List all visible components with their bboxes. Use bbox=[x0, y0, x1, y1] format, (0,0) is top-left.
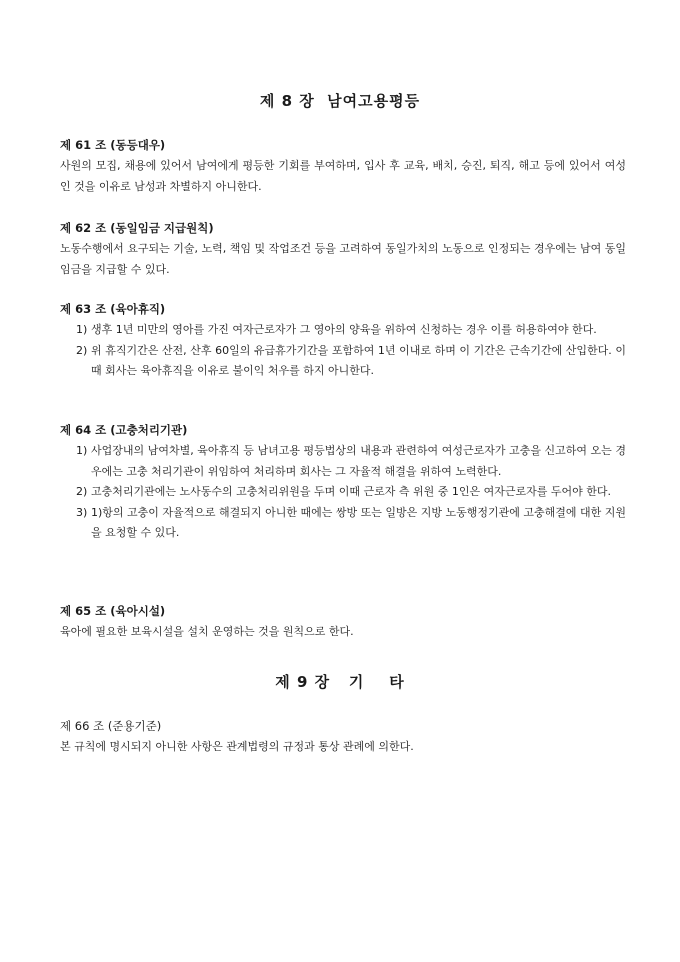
article-64-heading: 제 64 조 (고충처리기관) bbox=[60, 423, 188, 437]
list-item bbox=[60, 441, 626, 482]
item-text: 위 휴직기간은 산전, 산후 60일의 유급휴가기간을 포함하여 1년 이내로 하며 이 기간은 근속기간에 산입한다. 이때 회사는 육아휴직을 이유로 불이익 처우를 하지 아니한다. bbox=[91, 343, 626, 377]
item-number: 1) bbox=[76, 444, 88, 457]
article-63 bbox=[60, 301, 626, 382]
article-61-body: 사원의 모집, 채용에 있어서 남여에게 평등한 기회를 부여하며, 입사 후 교육, 배치, 승진, 퇴직, 해고 등에 있어서 여성인 것을 이유로 남성과 차별하지 아니한다. bbox=[60, 159, 626, 193]
list-item bbox=[60, 341, 626, 382]
list-item bbox=[60, 320, 626, 341]
item-text: 1)항의 고충이 자율적으로 해결되지 아니한 때에는 쌍방 또는 일방은 지방 노동행정기관에 고충해결에 대한 지원을 요청할 수 있다. bbox=[91, 505, 626, 539]
item-number: 2) bbox=[76, 343, 88, 357]
chapter-9-title: 제 9 장 기 타 bbox=[275, 673, 405, 691]
article-66-heading: 제 66 조 (준용기준) bbox=[60, 719, 162, 733]
article-65-heading: 제 65 조 (육아시설) bbox=[60, 604, 166, 618]
article-62 bbox=[60, 220, 626, 280]
article-62-heading: 제 62 조 (동일임금 지급원칙) bbox=[60, 221, 214, 235]
list-item bbox=[60, 482, 626, 503]
article-62-body: 노동수행에서 요구되는 기술, 노력, 책임 및 작업조건 등을 고려하여 동일가치의 노동으로 인정되는 경우에는 남여 동일임금을 지급할 수 있다. bbox=[60, 242, 626, 276]
article-65-body: 육아에 필요한 보육시설을 설치 운영하는 것을 원칙으로 한다. bbox=[60, 625, 354, 638]
item-text: 고충처리기관에는 노사동수의 고충처리위원을 두며 이때 근로자 측 위원 중 1인은 여자근로자를 두어야 한다. bbox=[91, 485, 611, 498]
item-text: 생후 1년 미만의 영아를 가진 여자근로자가 그 영아의 양육을 위하여 신청하는 경우 이를 허용하여야 한다. bbox=[91, 323, 597, 336]
chapter-8-title: 제 8 장 남여고용평등 bbox=[259, 92, 421, 110]
article-61-heading: 제 61 조 (동등대우) bbox=[60, 138, 166, 152]
article-61 bbox=[60, 137, 626, 197]
article-66 bbox=[60, 718, 626, 758]
item-number: 2) bbox=[76, 485, 88, 498]
item-text: 사업장내의 남여차별, 육아휴직 등 남녀고용 평등법상의 내용과 관련하여 여성근로자가 고충을 신고하여 오는 경우에는 고충 처리기관이 위임하여 처리하며 회사는 그 자율적 해결을 위하여 노력한다. bbox=[91, 444, 626, 478]
article-64 bbox=[60, 422, 626, 544]
article-66-body: 본 규칙에 명시되지 아니한 사항은 관계법령의 규정과 통상 관례에 의한다. bbox=[60, 740, 414, 753]
article-64-list bbox=[60, 441, 626, 544]
item-number: 1) bbox=[76, 323, 88, 336]
article-63-list bbox=[60, 320, 626, 382]
article-63-heading: 제 63 조 (육아휴직) bbox=[60, 302, 166, 316]
article-65 bbox=[60, 603, 626, 643]
item-number: 3) bbox=[76, 505, 88, 519]
list-item bbox=[60, 503, 626, 544]
